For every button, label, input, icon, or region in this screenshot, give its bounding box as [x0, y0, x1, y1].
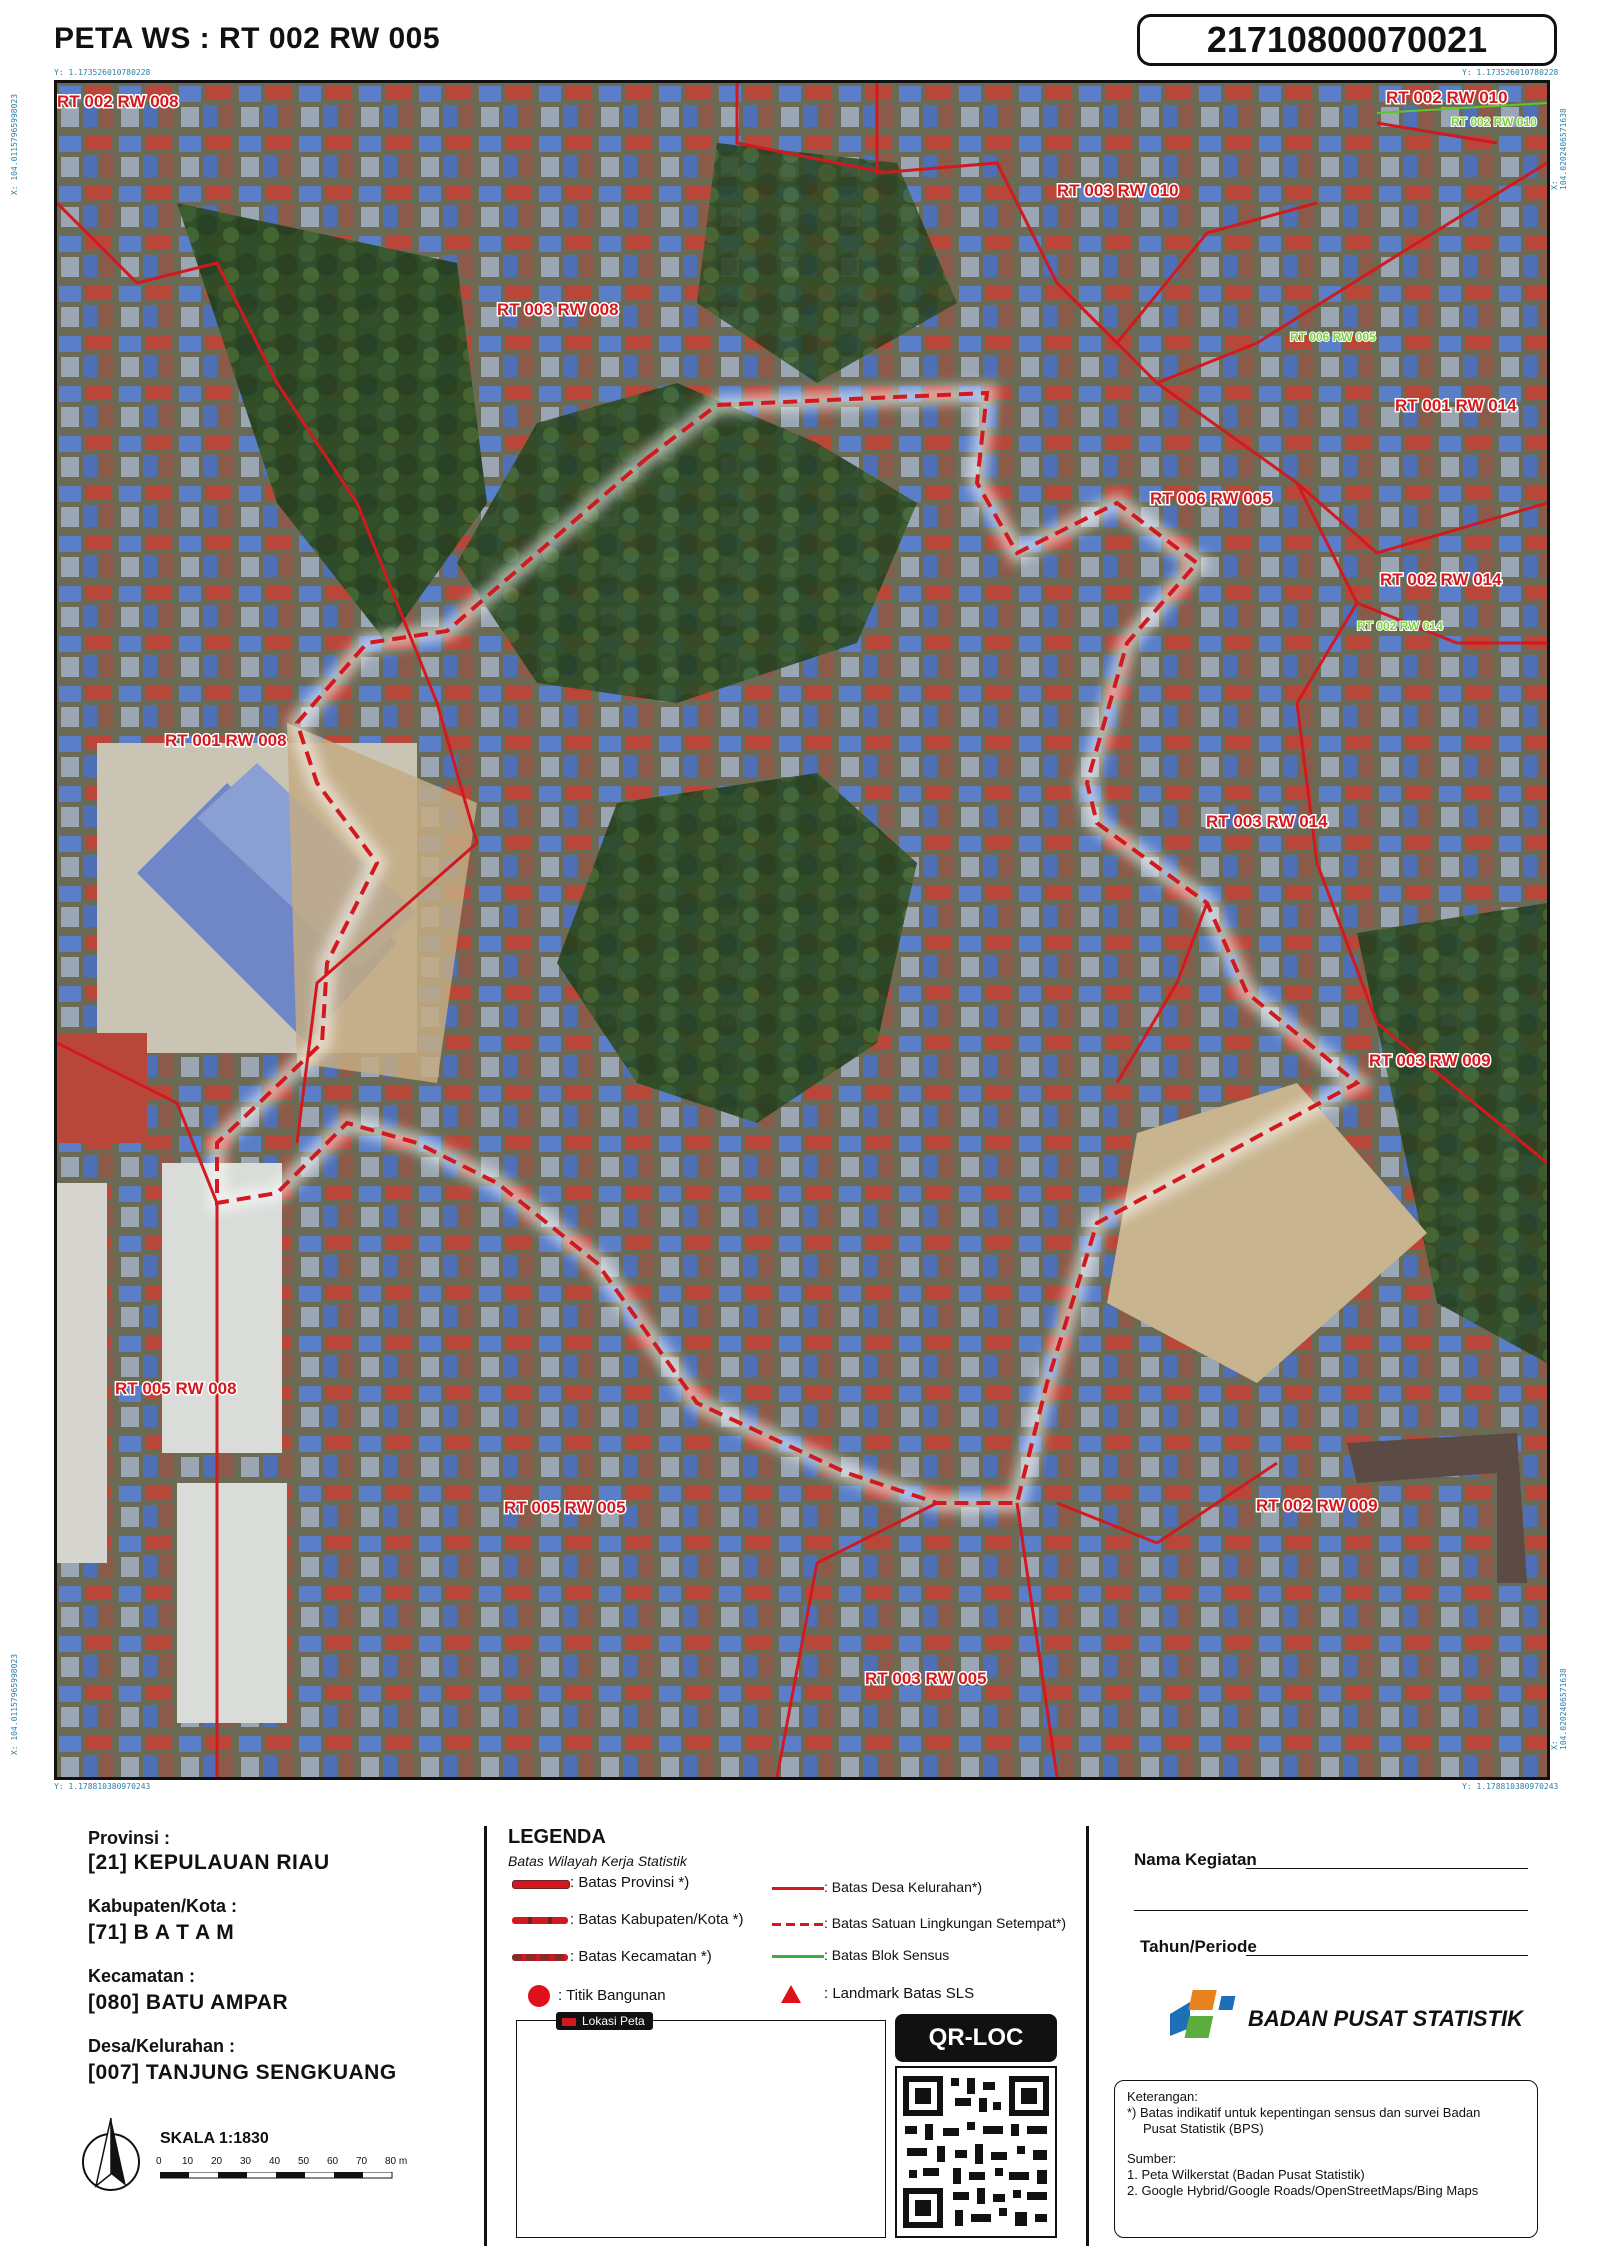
provinsi-label: Provinsi : [88, 1828, 171, 1848]
label-rt006-rw005: RT 006 RW 005 [1150, 489, 1272, 508]
legend-batas-provinsi-symbol [512, 1880, 570, 1889]
scale-tick: 30 [240, 2156, 252, 2167]
coord-bottom-right: Y: 1.178810380970243 [1462, 1782, 1559, 1791]
legend-batas-sls: : Batas Satuan Lingkungan Setempat*) [824, 1915, 1067, 1931]
blok-label-rt002-rw014: RT 002 RW 014 [1357, 619, 1443, 633]
divider-left [484, 1826, 487, 2246]
titik-bangunan-icon [528, 1985, 550, 2007]
legend-batas-provinsi: : Batas Provinsi *) [570, 1874, 690, 1891]
tahun-periode-field[interactable] [1246, 1955, 1528, 1956]
warehouse-left [57, 1183, 107, 1563]
scale-tick: 50 [298, 2156, 310, 2167]
qr-code-icon [897, 2068, 1055, 2236]
nama-kegiatan-field-2[interactable] [1134, 1910, 1528, 1911]
legend-batas-kabupaten: : Batas Kabupaten/Kota *) [570, 1911, 744, 1928]
legend-landmark: : Landmark Batas SLS [824, 1985, 975, 2002]
provinsi-value: [21] KEPULAUAN RIAU [88, 1851, 330, 1874]
scale-tick: 40 [269, 2156, 281, 2167]
landmark-triangle-icon [780, 1984, 802, 2004]
legend-titik-bangunan: : Titik Bangunan [558, 1987, 666, 2004]
scale-tick: 0 [156, 2156, 162, 2167]
nama-kegiatan-field[interactable] [1246, 1868, 1528, 1869]
warehouse-bottom [177, 1483, 287, 1723]
map-canvas [57, 83, 1547, 1777]
coord-right-top: X: 104.0202406571638 [1550, 108, 1568, 190]
label-rt001-rw008: RT 001 RW 008 [165, 731, 287, 750]
coord-bottom-left: Y: 1.178810380970243 [54, 1782, 151, 1791]
blok-label-rt006-rw005: RT 006 RW 005 [1290, 330, 1376, 344]
coord-left-bottom: X: 104.01157965998023 [10, 1653, 20, 1756]
keterangan-text-2: Pusat Statistik (BPS) [1143, 2121, 1264, 2136]
north-arrow-icon [76, 2116, 146, 2198]
scale-tick: 10 [182, 2156, 194, 2167]
blok-label-rt002-rw010: RT 002 RW 010 [1451, 115, 1537, 129]
scale-label: SKALA 1:1830 [160, 2130, 269, 2147]
legend-batas-blok-symbol [772, 1955, 824, 1958]
label-rt001-rw014: RT 001 RW 014 [1395, 396, 1517, 415]
legend-subtitle: Batas Wilayah Kerja Statistik [508, 1853, 687, 1869]
sumber-2: 2. Google Hybrid/Google Roads/OpenStreetMaps/Bing Maps [1127, 2183, 1479, 2198]
coord-top-right: Y: 1.173526010780228 [1462, 68, 1559, 77]
legend-batas-kecamatan: : Batas Kecamatan *) [570, 1948, 712, 1965]
keterangan-text-1: *) Batas indikatif untuk kepentingan sensus dan survei Badan [1127, 2105, 1481, 2120]
sumber-1: 1. Peta Wilkerstat (Badan Pusat Statistik) [1127, 2167, 1365, 2182]
lokasi-peta-box [516, 2020, 886, 2238]
kecamatan-value: [080] BATU AMPAR [88, 1991, 289, 2014]
legend-title: LEGENDA [508, 1826, 606, 1848]
label-rt002-rw014: RT 002 RW 014 [1380, 570, 1502, 589]
scale-tick: 70 [356, 2156, 368, 2167]
kabupaten-label: Kabupaten/Kota : [88, 1896, 238, 1916]
coord-top-left: Y: 1.173526010780228 [54, 68, 151, 77]
label-rt005-rw005: RT 005 RW 005 [504, 1498, 626, 1517]
label-rt002-rw009: RT 002 RW 009 [1256, 1496, 1378, 1515]
lokasi-peta-label: Lokasi Peta [582, 2014, 645, 2028]
satellite-map[interactable] [54, 80, 1550, 1780]
nama-kegiatan-label: Nama Kegiatan [1134, 1850, 1257, 1869]
legend-batas-desa-symbol [772, 1887, 824, 1890]
scale-ticks [156, 2156, 426, 2170]
bps-name: BADAN PUSAT STATISTIK [1248, 2006, 1523, 2031]
label-rt002-rw008: RT 002 RW 008 [57, 92, 179, 111]
legend-batas-blok: : Batas Blok Sensus [824, 1947, 950, 1963]
kecamatan-label: Kecamatan : [88, 1966, 196, 1986]
divider-right [1086, 1826, 1089, 2246]
legend-batas-sls-symbol [772, 1923, 824, 1926]
map-code-box: 21710800070021 [1137, 14, 1557, 66]
desa-value: [007] TANJUNG SENGKUANG [88, 2061, 397, 2084]
label-rt003-rw008: RT 003 RW 008 [497, 300, 619, 319]
desa-label: Desa/Kelurahan : [88, 2036, 236, 2056]
bps-logo-icon [1166, 1984, 1250, 2046]
map-title: PETA WS : RT 002 RW 005 [54, 22, 441, 55]
coord-left-top: X: 104.01157965998023 [10, 93, 20, 196]
scale-tick: 60 [327, 2156, 339, 2167]
label-rt005-rw008: RT 005 RW 008 [115, 1379, 237, 1398]
label-rt003-rw009: RT 003 RW 009 [1369, 1051, 1491, 1070]
scale-bar [160, 2172, 400, 2182]
label-rt002-rw010: RT 002 RW 010 [1386, 88, 1508, 107]
lokasi-peta-tag [556, 2012, 653, 2030]
tahun-periode-label: Tahun/Periode [1140, 1937, 1257, 1956]
label-rt003-rw005: RT 003 RW 005 [865, 1669, 987, 1688]
scale-tick: 80 m [385, 2156, 408, 2167]
label-rt003-rw014: RT 003 RW 014 [1206, 812, 1328, 831]
qr-loc-label: QR-LOC [895, 2014, 1057, 2062]
sumber-title: Sumber: [1127, 2151, 1177, 2166]
kabupaten-value: [71] B A T A M [88, 1921, 235, 1944]
coord-right-bottom: X: 104.0202406571638 [1550, 1668, 1568, 1750]
legend-batas-kabupaten-symbol [512, 1917, 568, 1924]
qr-code-box[interactable] [895, 2066, 1057, 2238]
scale-tick: 20 [211, 2156, 223, 2167]
label-rt003-rw010: RT 003 RW 010 [1057, 181, 1179, 200]
legend-batas-desa: : Batas Desa Kelurahan*) [824, 1879, 982, 1895]
legend-batas-kecamatan-symbol [512, 1954, 568, 1961]
keterangan-title: Keterangan: [1127, 2089, 1198, 2104]
keterangan-box [1114, 2080, 1538, 2238]
lokasi-peta-icon [562, 2018, 576, 2026]
